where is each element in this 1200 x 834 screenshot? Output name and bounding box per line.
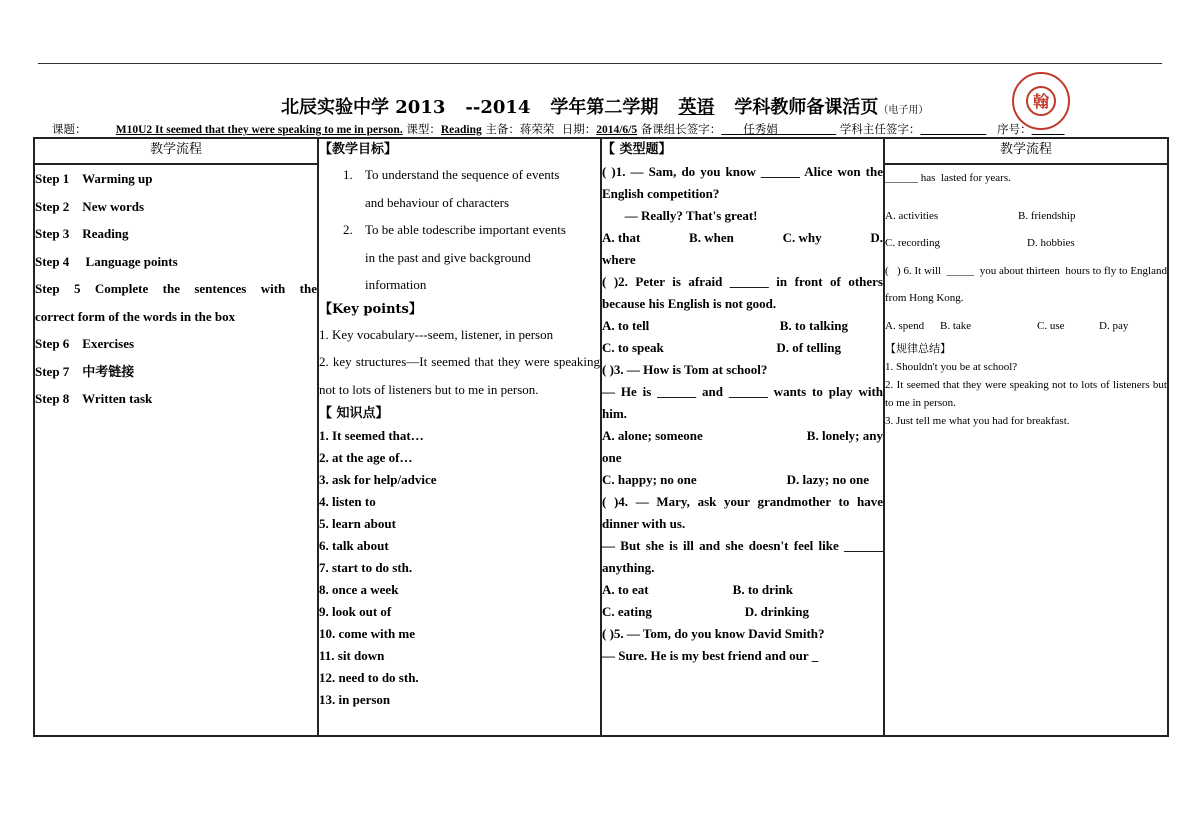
objective-item: and behaviour of characters	[365, 194, 510, 210]
prep-label: 主备：	[485, 122, 520, 136]
step-item: Step 1 Warming up	[35, 171, 153, 186]
type-label: 课型：	[406, 122, 441, 136]
col4-header: 教学流程	[884, 138, 1168, 164]
step-item: Step 8 Written task	[35, 391, 153, 406]
col1-header: 教学流程	[34, 138, 318, 164]
question-5: ( )5. — Tom, do you know David Smith?	[602, 626, 825, 641]
question-1-options: A. that B. when C. why D.	[602, 230, 883, 245]
lesson-type: Reading	[440, 124, 482, 136]
steps-column	[34, 164, 318, 736]
lesson-info-line	[52, 121, 1065, 137]
step-item: Step 4 Language points	[35, 253, 178, 269]
knowledge-item: 1. It seemed that…	[319, 428, 424, 443]
page-title	[281, 93, 948, 119]
rule-item: 3. Just tell me what you had for breakfast.	[885, 415, 1070, 427]
question-2-options: C. to speak D. of telling	[602, 340, 841, 355]
knowledge-item: 12. need to do sth.	[319, 670, 419, 685]
keypoint-item: 2. key structures—It seemed that they were speaking not to lots of listeners but to me in person.	[319, 354, 600, 397]
step-item: Step 5 Complete the sentences with the	[35, 281, 317, 296]
summary-column	[884, 164, 1168, 736]
question-3: ( )3. — How is Tom at school?	[602, 362, 768, 377]
question-1: ( )1. — Sam, do you know ______ Alice won the English competition?	[602, 164, 883, 201]
knowledge-item: 6. talk about	[319, 538, 389, 553]
question-4-options: C. eating D. drinking	[602, 604, 809, 619]
step-item: Step 3 Reading	[35, 226, 129, 241]
rule-item: 2. It seemed that they were speaking not to lots of listeners but to me in person.	[885, 379, 1167, 409]
question-6: ( ) 6. It will _____ you about thirteen hours to fly to England from Hong Kong.	[885, 264, 1170, 304]
knowledge-item: 9. look out of	[319, 604, 392, 619]
question-1-reply: — Really? That's great!	[602, 208, 758, 223]
date-label: 日期：	[561, 122, 597, 136]
knowledge-item: 13. in person	[319, 692, 391, 707]
summary-options: C. recording D. hobbies	[885, 237, 1075, 249]
term: 学年第二学期	[550, 97, 659, 118]
sheet-title: 学科教师备课活页	[734, 97, 879, 118]
step-item: Step 6 Exercises	[35, 336, 135, 351]
objectives-list	[319, 161, 600, 299]
rule-item: 1. Shouldn't you be at school?	[885, 361, 1018, 373]
lesson-plan-table	[33, 137, 1169, 737]
director-label: 学科主任签字：	[839, 122, 921, 136]
rules-title: 【规律总结】	[885, 342, 951, 355]
summary-line: ______ has lasted for years.	[885, 172, 1011, 184]
objective-item: in the past and give background	[365, 249, 531, 265]
leader-label: 备课组长签字：	[640, 122, 722, 136]
knowledge-item: 2. at the age of…	[319, 450, 413, 465]
objective-item: information	[365, 277, 427, 292]
keypoints-title: 【Key points】	[319, 301, 422, 317]
step-item: correct form of the words in the box	[35, 308, 236, 324]
objective-item: 2. To be able todescribe important events	[343, 222, 566, 237]
title-note: （电子用）	[878, 105, 929, 116]
question-3-option-cont: one	[602, 450, 622, 465]
year-end: --2014	[465, 97, 531, 118]
knowledge-title: 【 知识点】	[319, 406, 389, 421]
seal-glyph: 翰	[1032, 92, 1049, 111]
summary-options: A. activities B. friendship	[885, 209, 1076, 222]
question-5-reply: — Sure. He is my best friend and our _	[602, 648, 819, 663]
knowledge-item: 11. sit down	[319, 648, 385, 663]
question-4: ( )4. — Mary, ask your grandmother to have dinner with us.	[602, 494, 883, 531]
topic-label: 课题：	[52, 122, 87, 136]
question-3-reply: — He is ______ and ______ wants to play with him.	[602, 384, 883, 421]
keypoint-item: 1. Key vocabulary---seem, listener, in person	[319, 326, 554, 342]
top-rule	[38, 63, 1162, 64]
date: 2014/6/5	[596, 124, 638, 136]
knowledge-item: 8. once a week	[319, 582, 399, 597]
step-item: Step 7 中考链接	[35, 363, 135, 379]
question-3-options: C. happy; no one D. lazy; no one	[602, 472, 869, 487]
serial-blank	[1032, 122, 1065, 136]
school-year: 北辰实验中学 2013	[281, 97, 446, 118]
question-4-reply: — But she is ill and she doesn't feel like ______ anything.	[602, 538, 883, 575]
question-3-options: A. alone; someone B. lonely; any	[602, 428, 883, 443]
topic: M10U2 It seemed that they were speaking to me in person.	[115, 124, 403, 136]
exercise-title: 【 类型题】	[602, 142, 672, 157]
question-2-options: A. to tell B. to talking	[602, 318, 848, 333]
leader-name: 任秀娟	[743, 122, 778, 136]
director-blank	[920, 122, 986, 136]
knowledge-item: 10. come with me	[319, 626, 416, 641]
knowledge-item: 3. ask for help/advice	[319, 472, 437, 487]
knowledge-item: 5. learn about	[319, 516, 396, 531]
question-4-options: A. to eat B. to drink	[602, 582, 793, 597]
subject: 英语	[678, 97, 715, 118]
question-2: ( )2. Peter is afraid ______ in front of others because his English is not good.	[602, 274, 883, 311]
serial-label: 序号：	[997, 122, 1032, 136]
question-6-options: A. spend B. take C. use D. pay	[885, 319, 1129, 332]
objectives-column	[318, 138, 601, 736]
objective-item: 1. To understand the sequence of events	[343, 167, 560, 182]
knowledge-item: 7. start to do sth.	[319, 560, 413, 575]
step-item: Step 2 New words	[35, 198, 145, 214]
exercise-column	[601, 138, 884, 736]
question-1-option-d: where	[602, 252, 636, 267]
knowledge-item: 4. listen to	[319, 494, 376, 509]
objectives-title: 【教学目标】	[319, 142, 398, 157]
prep-teacher: 蒋荣荣	[519, 122, 555, 136]
